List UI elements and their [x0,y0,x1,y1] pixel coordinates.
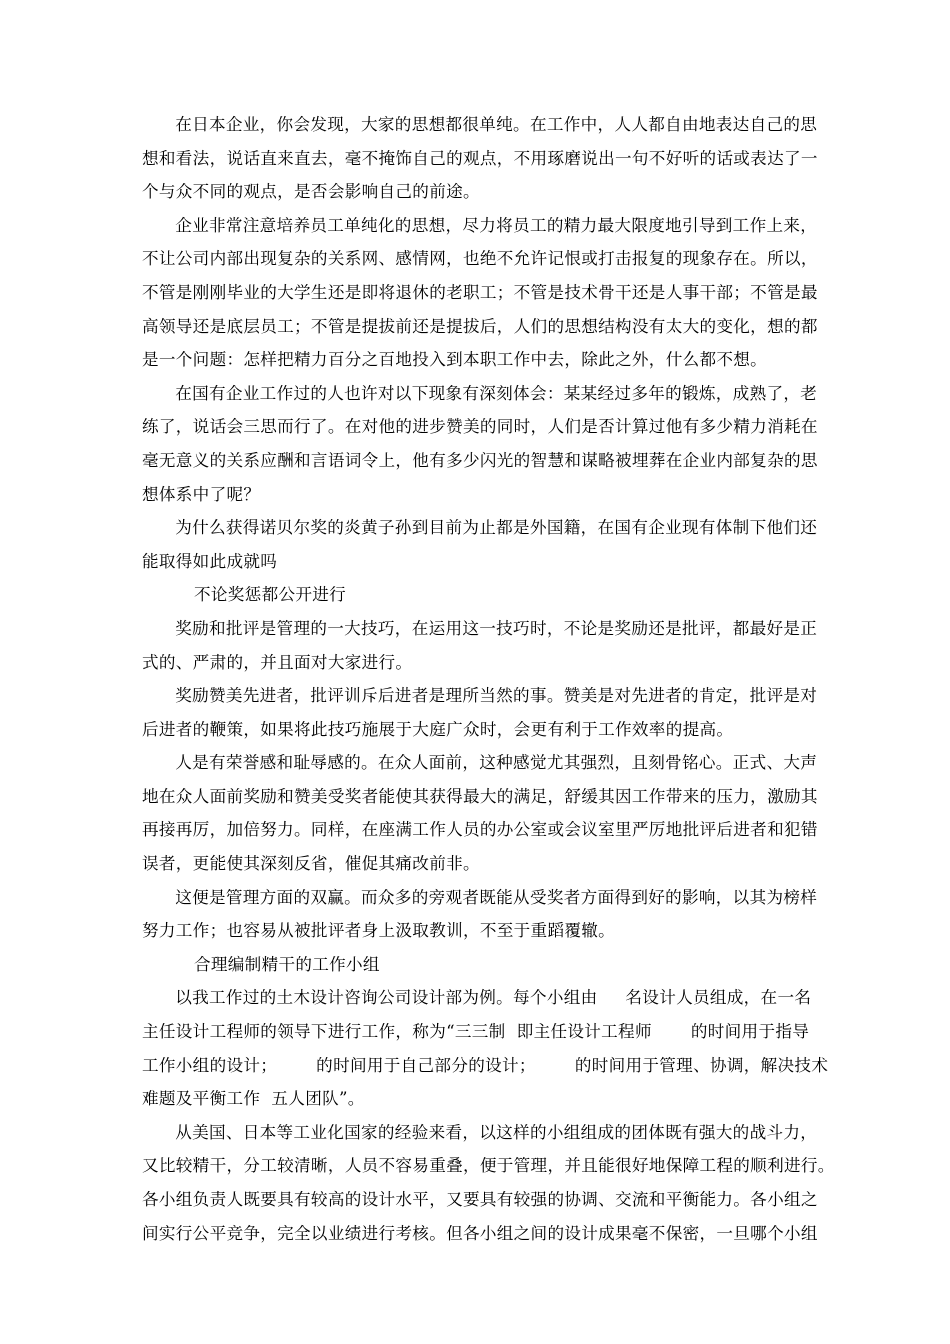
section-heading: 合理编制精干的工作小组 [194,954,380,974]
text-line: 后进者的鞭策，如果将此技巧施展于大庭广众时，会更有利于工作效率的提高。 [142,719,734,739]
text-line: 奖励和批评是管理的一大技巧，在运用这一技巧时，不论是奖励还是批评，都最好是正 [175,618,818,638]
text-line: 工作小组的设计； 的时间用于自己部分的设计； 的时间用于管理、协调，解决技术 [142,1055,829,1075]
text-line: 个与众不同的观点，是否会影响自己的前途。 [142,182,480,202]
text-line: 高领导还是底层员工；不管是提拔前还是提拔后，人们的思想结构没有太大的变化，想的都 [142,316,818,336]
text-line: 在日本企业，你会发现，大家的思想都很单纯。在工作中，人人都自由地表达自己的思 [175,115,818,134]
text-line: 能取得如此成就吗 [142,551,278,571]
body-paragraph [142,511,818,578]
text-line: 再接再厉，加倍努力。同样，在座满工作人员的办公室或会议室里严厉地批评后进者和犯错 [142,820,818,840]
text-line: 努力工作；也容易从被批评者身上汲取教训，不至于重蹈覆辙。 [142,921,616,941]
text-line: 不让公司内部出现复杂的关系网、感情网，也绝不允许记恨或打击报复的现象存在。所以， [142,249,818,269]
text-line: 主任设计工程师的领导下进行工作，称为“三三制 即主任设计工程师 的时间用于指导 [142,1022,810,1042]
body-paragraph [142,1116,835,1250]
text-line: 式的、严肃的，并且面对大家进行。 [142,652,413,672]
text-line: 练了，说话会三思而行了。在对他的进步赞美的同时，人们是否计算过他有多少精力消耗在 [142,417,818,437]
text-line: 企业非常注意培养员工单纯化的思想，尽力将员工的精力最大限度地引导到工作上来， [175,215,818,235]
text-line: 难题及平衡工作 五人团队”。 [142,1089,365,1109]
text-line: 人是有荣誉感和耻辱感的。在众人面前，这种感觉尤其强烈，且刻骨铭心。正式、大声 [175,753,818,773]
text-line: 在国有企业工作过的人也许对以下现象有深刻体会：某某经过多年的锻炼，成熟了，老 [175,383,818,403]
body-paragraph [142,209,818,377]
body-paragraph [142,981,829,1115]
text-line: 想和看法，说话直来直去，毫不掩饰自己的观点，不用琢磨说出一句不好听的话或表达了一 [142,148,818,168]
text-line: 误者，更能使其深刻反省，催促其痛改前非。 [142,854,480,874]
text-line: 奖励赞美先进者，批评训斥后进者是理所当然的事。赞美是对先进者的肯定，批评是对 [175,686,818,706]
text-line: 又比较精干，分工较清晰，人员不容易重叠，便于管理，并且能很好地保障工程的顺利进行。 [142,1156,835,1176]
text-line: 这便是管理方面的双赢。而众多的旁观者既能从受奖者方面得到好的影响，以其为榜样 [175,887,818,907]
body-paragraph [142,108,818,209]
text-line: 是一个问题：怎样把精力百分之百地投入到本职工作中去，除此之外，什么都不想。 [142,350,768,370]
body-paragraph [142,612,818,679]
section-heading: 不论奖惩都公开进行 [194,585,347,605]
text-line: 间实行公平竞争，完全以业绩进行考核。但各小组之间的设计成果毫不保密，一旦哪个小组 [142,1223,818,1243]
text-line: 为什么获得诺贝尔奖的炎黄子孙到目前为止都是外国籍，在国有企业现有体制下他们还 [175,518,818,538]
body-paragraph [142,377,818,511]
text-line: 地在众人面前奖励和赞美受奖者能使其获得最大的满足，舒缓其因工作带来的压力，激励其 [142,786,818,806]
text-line: 从美国、日本等工业化国家的经验来看，以这样的小组组成的团体既有强大的战斗力， [175,1122,818,1142]
text-line: 不管是刚刚毕业的大学生还是即将退休的老职工；不管是技术骨干还是人事干部；不管是最 [142,282,818,302]
body-paragraph [142,881,818,948]
text-line: 毫无意义的关系应酬和言语词令上，他有多少闪光的智慧和谋略被埋葬在企业内部复杂的思 [142,450,818,470]
text-line: 以我工作过的土木设计咨询公司设计部为例。每个小组由 名设计人员组成，在一名 [175,988,812,1008]
text-line: 想体系中了呢？ [142,484,261,504]
text-line: 各小组负责人既要具有较高的设计水平，又要具有较强的协调、交流和平衡能力。各小组之 [142,1190,818,1209]
body-paragraph [142,679,818,746]
body-paragraph [142,746,818,880]
